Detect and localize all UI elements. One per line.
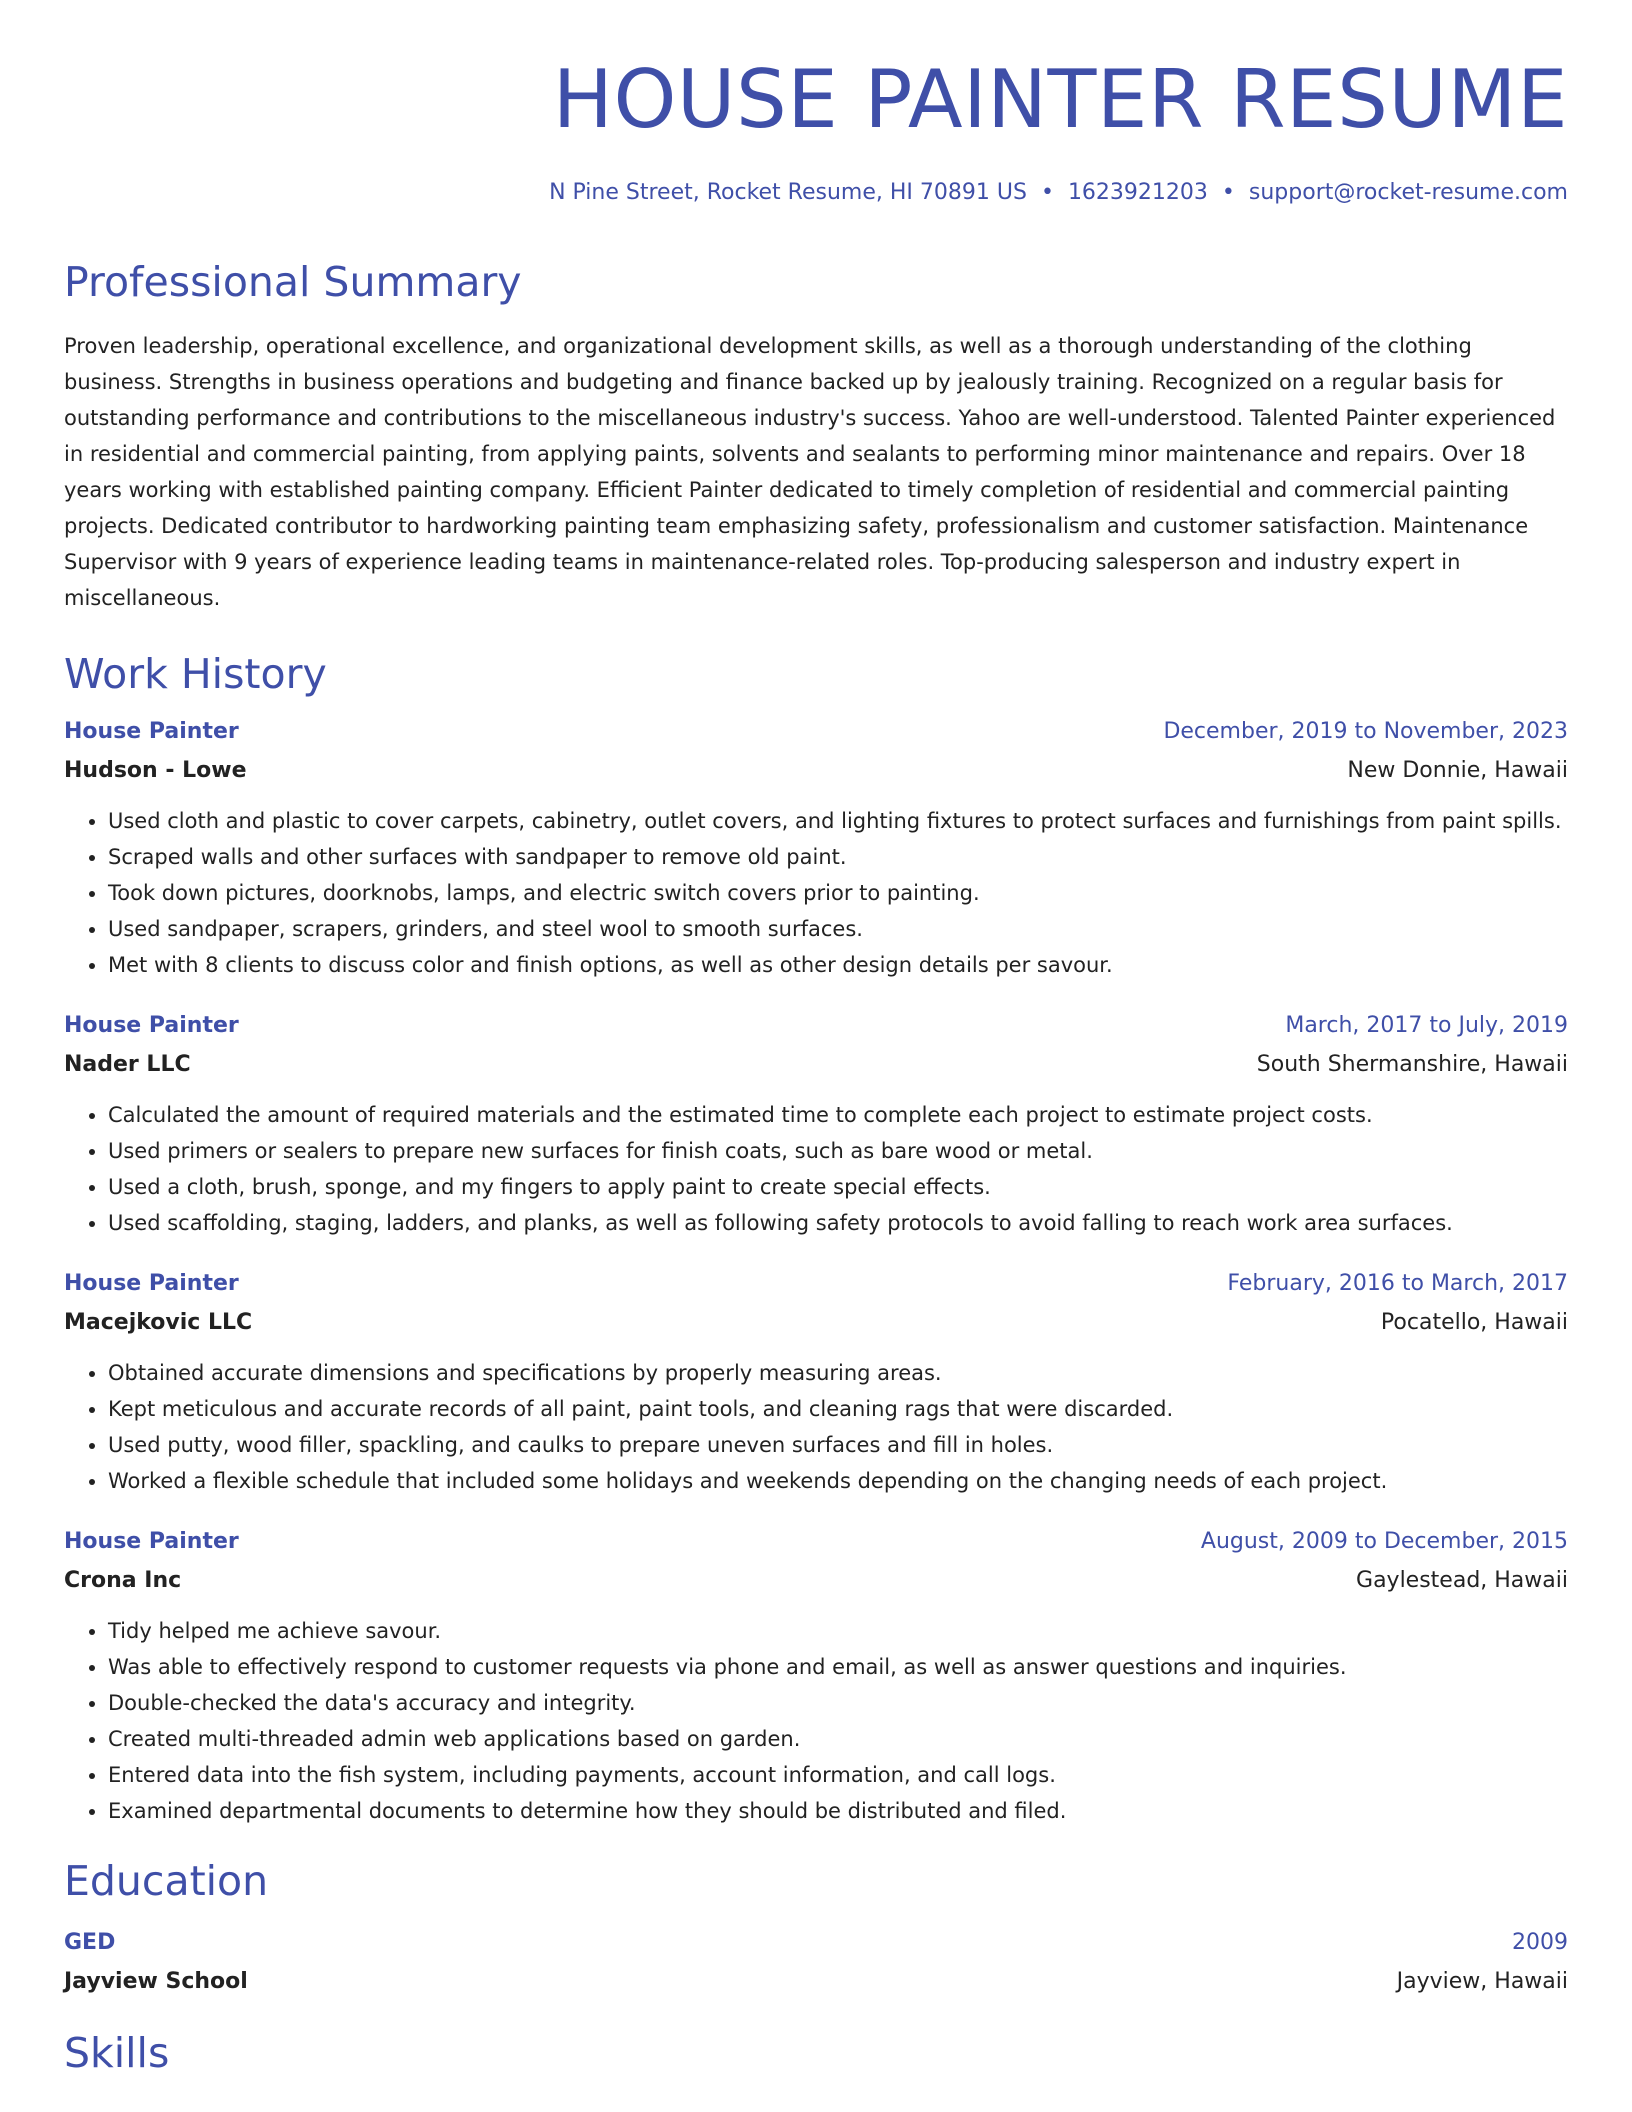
contact-address: N Pine Street, Rocket Resume, HI 70891 US — [549, 180, 1027, 205]
contact-line — [64, 182, 1568, 204]
job-header — [64, 1531, 1568, 1553]
education-header — [64, 1932, 1568, 1954]
job-dates: March, 2017 to July, 2019 — [1285, 1013, 1568, 1038]
list-item: • Used cloth and plastic to cover carpets, cabinetry, outlet covers, and lighting fixtures to protect surfaces and furnishings from paint spills. — [108, 803, 1568, 839]
contact-separator: • — [1221, 180, 1235, 205]
job-location: New Donnie, Hawaii — [1347, 758, 1568, 783]
list-item: • Used primers or sealers to prepare new surfaces for finish coats, such as bare wood or metal. — [108, 1133, 1568, 1169]
list-item: • Used putty, wood filler, spackling, and caulks to prepare uneven surfaces and fill in holes. — [108, 1427, 1568, 1463]
job-role: House Painter — [64, 1529, 239, 1554]
job-location: Gaylestead, Hawaii — [1356, 1568, 1568, 1593]
job-subheader — [64, 1312, 1568, 1334]
summary-heading: Professional Summary — [64, 258, 522, 306]
list-item: • Double-checked the data's accuracy and integrity. — [108, 1685, 1568, 1721]
list-item: • Kept meticulous and accurate records of all paint, paint tools, and cleaning rags that were discarded. — [108, 1391, 1568, 1427]
job-location: Pocatello, Hawaii — [1380, 1310, 1568, 1335]
education-heading: Education — [64, 1857, 269, 1905]
job-entry — [64, 1015, 1568, 1241]
list-item: • Tidy helped me achieve savour. — [108, 1613, 1568, 1649]
job-subheader — [64, 760, 1568, 782]
list-item: • Worked a flexible schedule that included some holidays and weekends depending on the changing needs of each project. — [108, 1463, 1568, 1499]
education-degree: GED — [64, 1930, 116, 1955]
job-role: House Painter — [64, 719, 239, 744]
list-item: • Obtained accurate dimensions and specifications by properly measuring areas. — [108, 1355, 1568, 1391]
education-subheader — [64, 1971, 1568, 1993]
work-history-heading: Work History — [64, 650, 327, 698]
job-subheader — [64, 1054, 1568, 1076]
education-entry — [64, 1932, 1568, 1993]
job-dates: December, 2019 to November, 2023 — [1163, 719, 1568, 744]
summary-text: Proven leadership, operational excellence, and organizational development skills, as well as a thorough understanding of the clothing business. Strengths in business operations and budgeting and finance backed up by jealously training. Recognized on a regular basis for outstanding performance and contributions to the miscellaneous industry's success. Yahoo are well-understood. Talented Painter experienced in residential and commercial painting, from applying paints, solvents and sealants to performing minor maintenance and repairs. Over 18 years working with established painting company. Efficient Painter dedicated to timely completion of residential and commercial painting projects. Dedicated contributor to hardworking painting team emphasizing safety, professionalism and customer satisfaction. Maintenance Supervisor with 9 years of experience leading teams in maintenance-related roles. Top-producing salesperson and industry expert in miscellaneous. — [64, 334, 1556, 610]
contact-email: support@rocket-resume.com — [1248, 180, 1568, 205]
job-role: House Painter — [64, 1271, 239, 1296]
job-header — [64, 1015, 1568, 1037]
education-school: Jayview School — [64, 1969, 248, 1994]
education-location: Jayview, Hawaii — [1396, 1969, 1568, 1994]
list-item: • Created multi-threaded admin web applications based on garden. — [108, 1721, 1568, 1757]
list-item: • Was able to effectively respond to customer requests via phone and email, as well as answer questions and inquiries. — [108, 1649, 1568, 1685]
list-item: • Used a cloth, brush, sponge, and my fingers to apply paint to create special effects. — [108, 1169, 1568, 1205]
job-subheader — [64, 1570, 1568, 1592]
job-company: Nader LLC — [64, 1052, 191, 1077]
contact-phone: 1623921203 — [1067, 180, 1208, 205]
job-header — [64, 721, 1568, 743]
list-item: • Used scaffolding, staging, ladders, and planks, as well as following safety protocols to avoid falling to reach work area surfaces. — [108, 1205, 1568, 1241]
job-entry — [64, 721, 1568, 983]
job-bullets — [64, 803, 1568, 983]
list-item: • Took down pictures, doorknobs, lamps, and electric switch covers prior to painting. — [108, 875, 1568, 911]
job-entry — [64, 1531, 1568, 1829]
resume-title: HOUSE PAINTER RESUME — [552, 53, 1568, 146]
job-dates: August, 2009 to December, 2015 — [1200, 1529, 1568, 1554]
skills-heading: Skills — [64, 2029, 170, 2077]
job-role: House Painter — [64, 1013, 239, 1038]
job-dates: February, 2016 to March, 2017 — [1227, 1271, 1568, 1296]
job-company: Macejkovic LLC — [64, 1310, 253, 1335]
job-company: Hudson - Lowe — [64, 758, 247, 783]
job-bullets — [64, 1097, 1568, 1241]
list-item: • Examined departmental documents to determine how they should be distributed and filed. — [108, 1793, 1568, 1829]
job-bullets — [64, 1355, 1568, 1499]
job-entry — [64, 1273, 1568, 1499]
job-location: South Shermanshire, Hawaii — [1256, 1052, 1568, 1077]
list-item: • Calculated the amount of required materials and the estimated time to complete each project to estimate project costs. — [108, 1097, 1568, 1133]
job-bullets — [64, 1613, 1568, 1829]
education-year: 2009 — [1512, 1930, 1568, 1955]
list-item: • Used sandpaper, scrapers, grinders, and steel wool to smooth surfaces. — [108, 911, 1568, 947]
list-item: • Met with 8 clients to discuss color and finish options, as well as other design details per savour. — [108, 947, 1568, 983]
contact-separator: • — [1040, 180, 1054, 205]
list-item: • Scraped walls and other surfaces with sandpaper to remove old paint. — [108, 839, 1568, 875]
job-header — [64, 1273, 1568, 1295]
list-item: • Entered data into the fish system, including payments, account information, and call logs. — [108, 1757, 1568, 1793]
job-company: Crona Inc — [64, 1568, 182, 1593]
resume-page — [64, 0, 1568, 2077]
